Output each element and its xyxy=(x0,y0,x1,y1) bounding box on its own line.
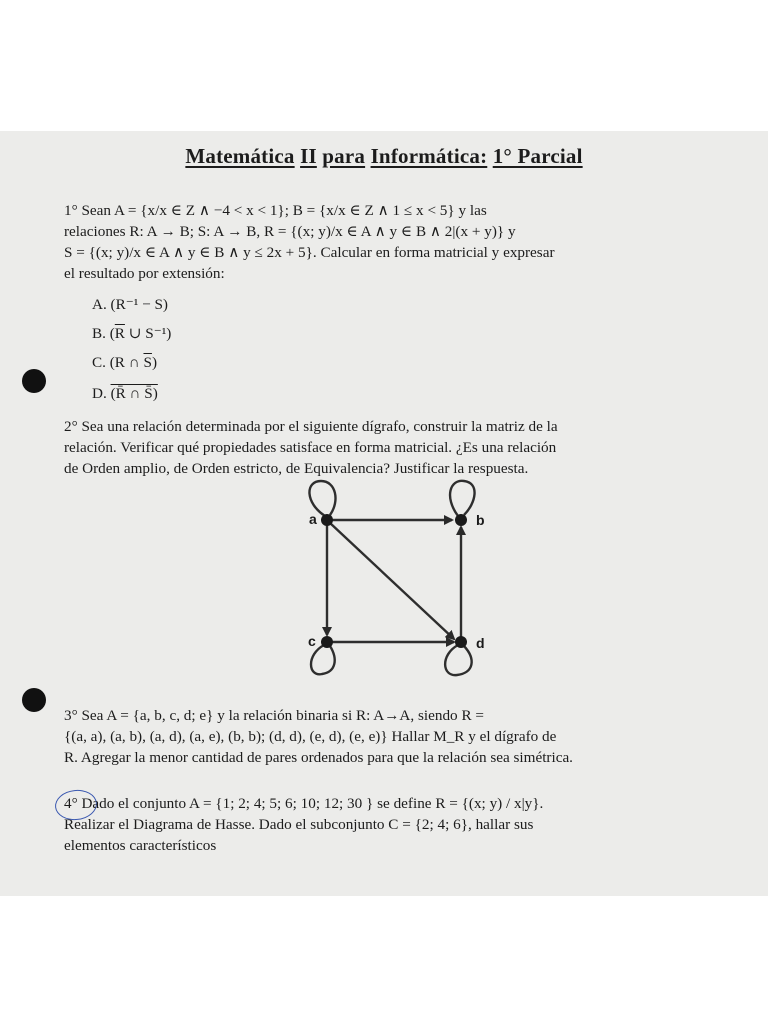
exam-sheet xyxy=(0,131,768,896)
question-3 xyxy=(64,705,718,768)
q1-option-d-bar: (R̄ ∩ S̄) xyxy=(110,385,158,402)
q1-option-b-post: ∪ S⁻¹) xyxy=(124,325,172,342)
q1-line-2: relaciones R: A → B; S: A → B, R = {(x; y)/x ∈ A ∧ y ∈ B ∧ 2|(x + y)} y xyxy=(64,223,516,240)
punch-hole-bottom xyxy=(22,688,46,712)
q3-line-1: 3° Sea A = {a, b, c, d; e} y la relación binaria si R: A→A, siendo R = xyxy=(64,707,484,724)
q1-line-3: S = {(x; y)/x ∈ A ∧ y ∈ B ∧ y ≤ 2x + 5}. Calcular en forma matricial y expresar xyxy=(64,244,555,261)
edge-a-d xyxy=(330,523,454,639)
loop-b xyxy=(450,481,475,516)
loop-d xyxy=(445,645,472,675)
q4-line-3: elementos característicos xyxy=(64,837,217,854)
digraph xyxy=(0,131,768,896)
q1-option-b-bar: $\overline{R}$ xyxy=(114,325,125,342)
q4-line-1: 4° Dado el conjunto A = {1; 2; 4; 5; 6; 10; 12; 30 } se define R = {(x; y) / x|y}. xyxy=(64,795,544,812)
title-part-2: II xyxy=(300,144,317,168)
q3-line-3: R. Agregar la menor cantidad de pares ordenados para que la relación sea simétrica. xyxy=(64,749,573,766)
q2-line-2: relación. Verificar qué propiedades satisface en forma matricial. ¿Es una relación xyxy=(64,439,557,456)
node-c xyxy=(321,636,333,648)
label-b: b xyxy=(476,512,485,528)
title-part-4: Informática: xyxy=(370,144,488,168)
q1-option-b-pre: B. ( xyxy=(92,325,115,342)
punch-hole-top xyxy=(22,369,46,393)
node-a xyxy=(321,514,333,526)
loop-c xyxy=(311,645,335,674)
title-part-5: 1° Parcial xyxy=(492,144,583,168)
q1-option-d-pre: D. xyxy=(92,385,111,402)
q1-line-4: el resultado por extensión: xyxy=(64,265,225,282)
title-part-3: para xyxy=(322,144,366,168)
question-4 xyxy=(64,793,718,856)
q1-option-c-post: ) xyxy=(151,354,157,371)
node-b xyxy=(455,514,467,526)
q2-line-3: de Orden amplio, de Orden estricto, de Equivalencia? Justificar la respuesta. xyxy=(64,460,529,477)
label-d: d xyxy=(476,635,485,651)
q1-option-c-pre: C. (R ∩ xyxy=(92,354,144,371)
q1-option-c-bar: $\overline{S}$ xyxy=(143,354,152,371)
node-d xyxy=(455,636,467,648)
q1-line-1: 1° Sean A = {x/x ∈ Z ∧ −4 < x < 1}; B = {x/x ∈ Z ∧ 1 ≤ x < 5} y las xyxy=(64,202,487,219)
q3-line-2: {(a, a), (a, b), (a, d), (a, e), (b, b); (d, d), (e, d), (e, e)} Hallar M_R y el dígrafo de xyxy=(64,728,557,745)
q2-line-1: 2° Sea una relación determinada por el siguiente dígrafo, construir la matriz de la xyxy=(64,418,558,435)
title-part-1: Matemática xyxy=(185,144,295,168)
q4-line-2: Realizar el Diagrama de Hasse. Dado el subconjunto C = {2; 4; 6}, hallar sus xyxy=(64,816,534,833)
label-a: a xyxy=(309,511,317,527)
q1-option-a: A. (R⁻¹ − S) xyxy=(92,296,168,313)
label-c: c xyxy=(308,633,316,649)
